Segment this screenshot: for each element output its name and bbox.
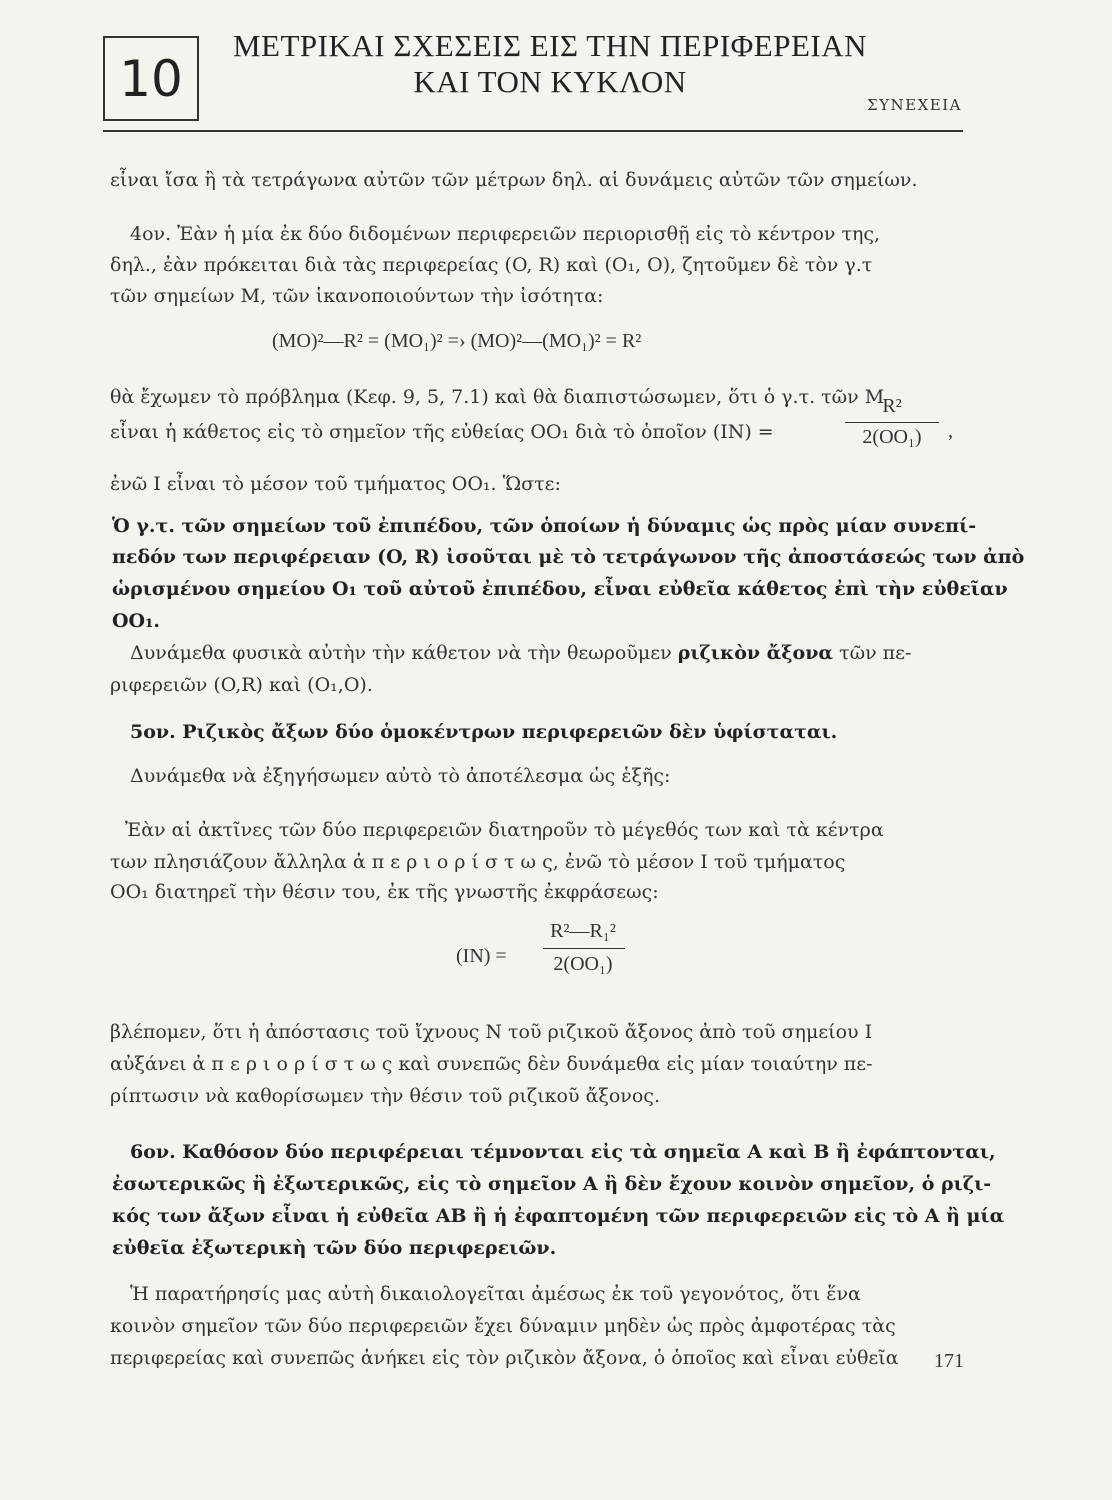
section-heading-6: 6ον. Καθόσον δύο περιφέρειαι τέμνονται εἰς τὰ σημεῖα A καὶ B ἢ ἐφάπτονται, — [130, 1141, 996, 1163]
chapter-number: 10 — [119, 49, 183, 108]
theorem-line: OO₁. — [112, 610, 161, 632]
chapter-title-line2: ΚΑΙ ΤΟΝ ΚΥΚΛΟΝ — [413, 64, 687, 99]
theorem-line: ἐσωτερικῶς ἢ ἐξωτερικῶς, εἰς τὸ σημεῖον A ἢ δὲν ἔχουν κοινὸν σημεῖον, ὁ ριζι- — [112, 1173, 992, 1195]
fraction-2-denominator: 2(OO₁) — [553, 953, 613, 975]
fraction-1-bar — [845, 422, 939, 423]
chapter-title-line1: ΜΕΤΡΙΚΑΙ ΣΧΕΣΕΙΣ ΕΙΣ ΤΗΝ ΠΕΡΙΦΕΡΕΙΑΝ — [232, 28, 868, 63]
equation-2-lhs: (IN) = — [456, 945, 507, 967]
text-line: ρίπτωσιν νὰ καθορίσωμεν τὴν θέσιν τοῦ ριζικοῦ ἄξονος. — [110, 1085, 660, 1107]
text-line — [130, 641, 911, 665]
text-line: περιφερείας καὶ συνεπῶς ἀνήκει εἰς τὸν ριζικὸν ἄξονα, ὁ ὁποῖος καὶ εἶναι εὐθεῖα — [110, 1347, 899, 1369]
theorem-line: εὐθεῖα ἐξωτερικὴ τῶν δύο περιφερειῶν. — [112, 1237, 557, 1259]
continued-label: ΣΥΝΕΧΕΙΑ — [867, 96, 962, 114]
text-line: εἶναι ἴσα ἢ τὰ τετράγωνα αὐτῶν τῶν μέτρων δηλ. αἱ δυνάμεις αὐτῶν τῶν σημείων. — [110, 169, 918, 191]
equation-1: (MO)²—R² = (MO₁)² =› (MO)²—(MO₁)² = R² — [272, 330, 642, 352]
text-line: των πλησιάζουν ἄλληλα ἀ π ε ρ ι ο ρ ί σ τ ω ς, ἐνῶ τὸ μέσον I τοῦ τμήματος — [110, 851, 846, 873]
chapter-number-box — [103, 36, 199, 121]
theorem-line: πεδόν των περιφέρειαν (O, R) ἰσοῦται μὲ τὸ τετράγωνον τῆς ἀποστάσεώς των ἀπὸ — [112, 546, 1025, 568]
radical-axis-term: ριζικὸν ἄξονα — [677, 642, 834, 664]
text-line: Δυνάμεθα νὰ ἐξηγήσωμεν αὐτὸ τὸ ἀποτέλεσμα ὡς ἑξῆς: — [130, 765, 671, 787]
text-line: Ἐὰν αἱ ἀκτῖνες τῶν δύο περιφερειῶν διατηροῦν τὸ μέγεθός των καὶ τὰ κέντρα — [125, 819, 884, 841]
chapter-title — [200, 28, 900, 100]
text-run: Δυνάμεθα φυσικὰ αὐτὴν τὴν κάθετον νὰ τὴν θεωροῦμεν — [130, 642, 672, 664]
text-line: τῶν σημείων M, τῶν ἱκανοποιούντων τὴν ἰσότητα: — [110, 285, 604, 307]
page-number: 171 — [934, 1350, 964, 1372]
text-line: ριφερειῶν (O,R) καὶ (O₁,O). — [110, 674, 373, 696]
text-line: εἶναι ἡ κάθετος εἰς τὸ σημεῖον τῆς εὐθείας OO₁ διὰ τὸ ὁποῖον (IN) = — [110, 421, 774, 443]
text-line: θὰ ἔχωμεν τὸ πρόβλημα (Κεφ. 9, 5, 7.1) καὶ θὰ διαπιστώσωμεν, ὅτι ὁ γ.τ. τῶν M — [110, 386, 885, 408]
text-line: Ἡ παρατήρησίς μας αὐτὴ δικαιολογεῖται ἀμέσως ἐκ τοῦ γεγονότος, ὅτι ἕνα — [130, 1283, 861, 1305]
text-line: αὐξάνει ἀ π ε ρ ι ο ρ ί σ τ ω ς καὶ συνεπῶς δὲν δυνάμεθα εἰς μίαν τοιαύτην πε- — [110, 1053, 873, 1075]
section-heading-5: 5ον. Ριζικὸς ἄξων δύο ὁμοκέντρων περιφερειῶν δὲν ὑφίσταται. — [130, 721, 838, 743]
text-run: τῶν πε- — [839, 642, 912, 664]
fraction-2-numerator: R²—R₁² — [550, 920, 616, 942]
fraction-1-comma: , — [948, 420, 953, 442]
fraction-1-denominator: 2(OO₁) — [862, 426, 922, 448]
text-line: δηλ., ἐὰν πρόκειται διὰ τὰς περιφερείας (O, R) καὶ (O₁, O), ζητοῦμεν δὲ τὸν γ.τ — [110, 254, 873, 276]
fraction-1-numerator: R² — [882, 395, 902, 417]
text-line: κοινὸν σημεῖον τῶν δύο περιφερειῶν ἔχει δύναμιν μηδὲν ὡς πρὸς ἀμφοτέρας τὰς — [110, 1315, 896, 1337]
text-line: OO₁ διατηρεῖ τὴν θέσιν του, ἐκ τῆς γνωστῆς ἐκφράσεως: — [110, 881, 659, 903]
header-rule — [103, 130, 963, 132]
text-line: ἐνῶ I εἶναι τὸ μέσον τοῦ τμήματος OO₁. Ὥστε: — [110, 473, 561, 495]
theorem-line: ὡρισμένου σημείου O₁ τοῦ αὐτοῦ ἐπιπέδου, εἶναι εὐθεῖα κάθετος ἐπὶ τὴν εὐθεῖαν — [112, 578, 1008, 600]
theorem-line: κός των ἄξων εἶναι ἡ εὐθεῖα AB ἢ ἡ ἐφαπτομένη τῶν περιφερειῶν εἰς τὸ A ἢ μία — [112, 1205, 1005, 1227]
text-line: βλέπομεν, ὅτι ἡ ἀπόστασις τοῦ ἴχνους N τοῦ ριζικοῦ ἄξονος ἀπὸ τοῦ σημείου I — [110, 1021, 873, 1043]
theorem-line: Ὁ γ.τ. τῶν σημείων τοῦ ἐπιπέδου, τῶν ὁποίων ἡ δύναμις ὡς πρὸς μίαν συνεπί- — [112, 515, 977, 537]
fraction-2-bar — [543, 948, 625, 949]
text-line: 4ον. Ἐὰν ἡ μία ἐκ δύο διδομένων περιφερειῶν περιορισθῇ εἰς τὸ κέντρον της, — [130, 223, 881, 245]
